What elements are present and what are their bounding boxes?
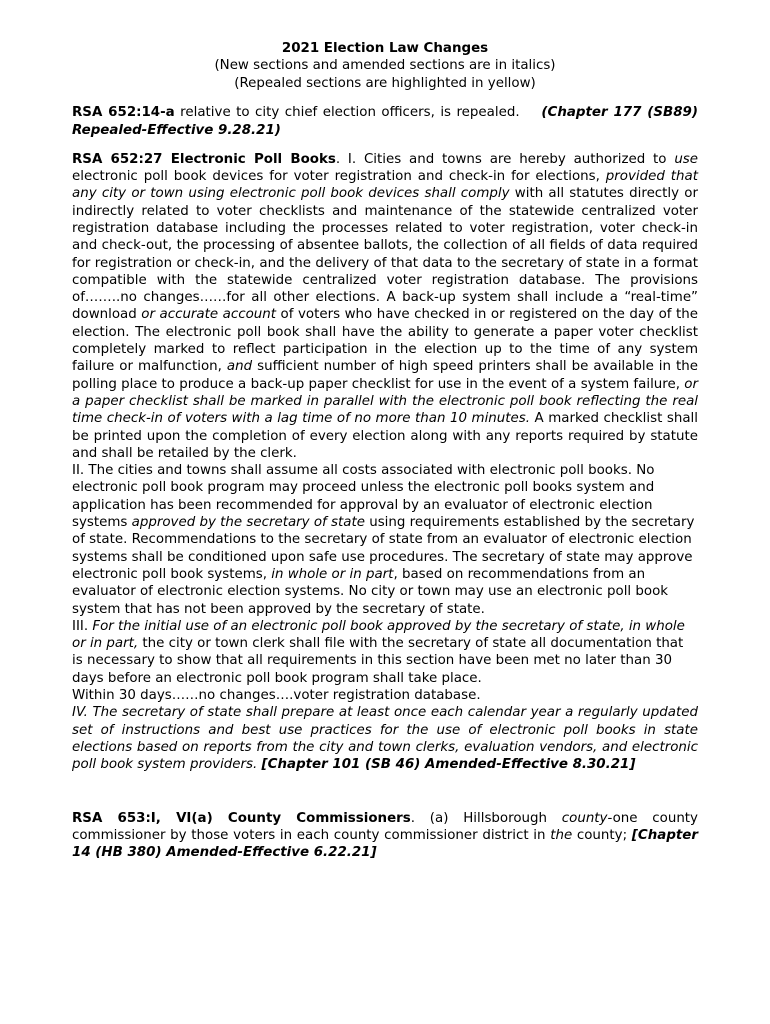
section-text: relative to city chief election officers, is repealed. (174, 105, 520, 121)
section-653-1-vi-a (72, 810, 698, 862)
amended-text: use (674, 151, 699, 167)
chapter-citation: [Chapter 101 (SB 46) Amended-Effective 8.30.21] (261, 757, 636, 773)
section-text: II. The cities and towns shall assume all costs associated with electronic poll books. No electronic poll book program may proceed unless the electronic poll books system and application has been recommended for approval by an evaluator of electronic election systems (72, 463, 655, 531)
section-text: with all statutes directly or indirectly related to voter checklists and maintenance of the statewide centralized voter registration database including the processes related to voter registration, voter check-in and check-out, the processing of absentee ballots, the collection of all fields of data required for registration or check-in, and the delivery of that data to the secretary of state in a format compatible with the statewide centralized voter registration database. The provisions of……..no changes……for all other elections. A back-up system shall include a “real-time” download (72, 186, 698, 323)
amended-text: approved by the secretary of state (131, 515, 365, 531)
section-652-27-part-i (72, 151, 698, 462)
section-652-27-part-iv (72, 704, 698, 773)
document-page (72, 40, 698, 861)
amended-text: IV. The secretary of state shall prepare at least once each calendar year a regularly updated set of instructions and best use practices for the use of electronic poll books in state elections based on reports from the city and town clerks, evaluation vendors, and electronic poll book system providers. (72, 705, 698, 773)
section-text: county; (572, 827, 632, 843)
chapter-citation: (Chapter 177 (SB89) Repealed-Effective 9.28.21) (72, 105, 698, 138)
section-text: III. (72, 618, 93, 634)
section-text: A marked checklist shall be printed upon the completion of every election along with any reports required by statute and shall be retailed by the clerk. (72, 411, 698, 461)
section-text: electronic poll book devices for voter registration and check-in for elections, (72, 169, 606, 185)
section-ref: RSA 653:I, VI(a) County Commissioners (72, 810, 411, 826)
amended-text: or accurate account (141, 307, 277, 323)
header-note-new: (New sections and amended sections are in italics) (214, 58, 556, 74)
amended-text: and (226, 359, 253, 375)
section-text: , based on recommendations from an evaluator of electronic election systems. No city or town may use an electronic poll book system that has not been approved by the secretary of state. (72, 566, 669, 617)
amended-text: or a paper checklist shall be marked in parallel with the electronic poll book reflecting the real time check-in of voters with a lag time of no more than 10 minutes. (72, 376, 698, 427)
section-text: the city or town clerk shall file with the secretary of state all documentation that is necessary to show that all requirements in this section have been met no later than 30 days before an electronic poll book program shall take place. (72, 636, 684, 686)
section-text: sufficient number of high speed printers shall be available in the polling place to produce a back-up paper checklist for use in the event of a system failure, (72, 359, 698, 392)
section-text: Within 30 days……no changes….voter registration database. (72, 688, 481, 704)
section-text: . (a) Hillsborough (410, 810, 562, 826)
header-note-repealed: (Repealed sections are highlighted in yellow) (234, 75, 536, 91)
amended-text: in whole or in part (271, 566, 394, 582)
section-652-27-part-iii (72, 618, 698, 704)
section-652-14a (72, 104, 698, 139)
section-652-27-part-ii (72, 462, 698, 618)
chapter-citation: [Chapter 14 (HB 380) Amended-Effective 6.22.21] (72, 827, 698, 861)
section-text: -one county commissioner by those voters in each county commissioner district in (72, 810, 698, 843)
amended-text: provided that any city or town using electronic poll book devices shall comply (72, 169, 698, 202)
amended-text: the (550, 827, 573, 843)
section-text: using requirements established by the secretary of state. Recommendations to the secretary of state from an evaluator of electronic election systems shall be conditioned upon safe use procedures. The secretary of state may approve electronic poll book systems, (72, 515, 695, 582)
section-ref: RSA 652:27 Electronic Poll Books (72, 151, 336, 167)
amended-text: county (561, 810, 608, 826)
document-title: 2021 Election Law Changes (281, 41, 489, 56)
amended-text: For the initial use of an electronic poll book approved by the secretary of state, in whole or in part, (72, 618, 685, 652)
section-text: . I. Cities and towns are hereby authorized to (335, 151, 675, 167)
section-ref: RSA 652:14-a (72, 105, 175, 121)
section-text: of voters who have checked in or registered on the day of the election. The electronic poll book shall have the ability to generate a paper voter checklist completely marked to reflect participation in the election up to the time of any system failure or malfunction, (72, 307, 698, 375)
document-header (72, 40, 698, 92)
